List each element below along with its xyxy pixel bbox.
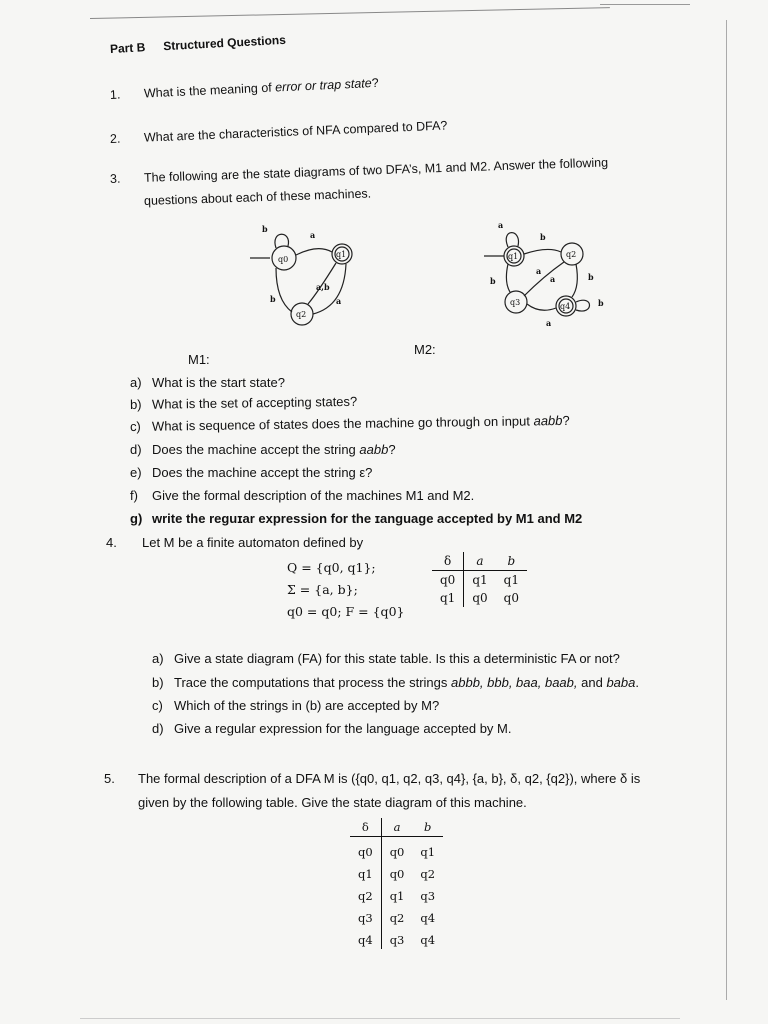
q5-transition-table bbox=[350, 818, 443, 949]
question-text-line-2: given by the following table. Give the state diagram of this machine. bbox=[138, 795, 527, 810]
question-text-line-2: questions about each of these machines. bbox=[143, 186, 372, 208]
part-text: Does the machine accept the string ε? bbox=[152, 465, 373, 480]
punctuation: . bbox=[635, 675, 639, 690]
m2-label-q3: q3 bbox=[510, 298, 521, 307]
part-letter: b) bbox=[129, 396, 142, 412]
part-label: Part B bbox=[109, 40, 146, 56]
table-row bbox=[350, 927, 443, 949]
table-row bbox=[350, 883, 443, 905]
q4-def-sigma: Σ = {a, b}; bbox=[287, 582, 358, 597]
input-string: aabb bbox=[533, 412, 563, 429]
table-cell: q1 bbox=[420, 845, 436, 859]
m1-edge-q0-q1 bbox=[296, 249, 332, 255]
table-header: δ bbox=[432, 552, 464, 571]
m2-edge-q1-q3 bbox=[506, 264, 510, 292]
table-cell: q0 bbox=[381, 861, 412, 883]
punctuation: ? bbox=[371, 75, 379, 91]
part-letter: a) bbox=[130, 375, 142, 390]
m2-edge-label: b bbox=[490, 276, 496, 286]
q3-part-c bbox=[130, 413, 570, 434]
m1-edge-label: b bbox=[270, 294, 276, 304]
question-number: 4. bbox=[106, 535, 117, 550]
m2-label-q1: q1 bbox=[508, 252, 519, 261]
part-letter: c) bbox=[129, 418, 141, 434]
m1-edge-label: a bbox=[336, 296, 342, 306]
q3-part-d bbox=[130, 442, 396, 457]
question-3 bbox=[110, 155, 609, 186]
question-text: What is the meaning of bbox=[143, 80, 276, 101]
punctuation: ? bbox=[562, 412, 570, 428]
part-header bbox=[110, 33, 287, 56]
table-cell: q4 bbox=[420, 911, 436, 925]
top-rule bbox=[90, 7, 610, 19]
part-letter: a) bbox=[152, 651, 164, 666]
m2-edge-label: b bbox=[540, 232, 546, 242]
part-text: write the reguɪar expression for the ɪanguage accepted by M1 and M2 bbox=[152, 511, 583, 526]
table-cell: q0 bbox=[381, 837, 412, 862]
m1-label-q0: q0 bbox=[278, 255, 289, 264]
question-number: 2. bbox=[109, 131, 121, 146]
part-letter: b) bbox=[152, 675, 164, 690]
table-header: b bbox=[496, 552, 527, 571]
question-number: 3. bbox=[109, 171, 121, 186]
table-header: a bbox=[464, 552, 496, 571]
m1-edge-q2-q0 bbox=[276, 268, 292, 312]
q4-def-q: Q = {q0, q1}; bbox=[287, 560, 376, 575]
table-cell: q3 bbox=[381, 927, 412, 949]
question-5-line-2 bbox=[138, 795, 527, 810]
m1-label-q1: q1 bbox=[336, 250, 347, 259]
table-cell: q2 bbox=[381, 905, 412, 927]
table-cell: q1 bbox=[464, 571, 496, 590]
table-cell: q3 bbox=[420, 889, 436, 903]
term: error or trap state bbox=[274, 76, 372, 95]
m2-edge-label: b bbox=[588, 272, 594, 282]
part-text: Give a regular expression for the language accepted by M. bbox=[174, 721, 512, 736]
table-cell: q0 bbox=[503, 591, 519, 605]
table-cell: q4 bbox=[358, 933, 373, 947]
table-header: b bbox=[412, 818, 443, 837]
table-cell: q1 bbox=[440, 591, 456, 605]
input-strings: abbb, bbb, baa, baab, bbox=[451, 675, 578, 690]
q4-part-b bbox=[152, 675, 639, 690]
table-cell: q4 bbox=[420, 933, 436, 947]
table-row bbox=[350, 861, 443, 883]
part-letter: c) bbox=[152, 698, 163, 713]
table-cell: q1 bbox=[381, 883, 412, 905]
part-letter: d) bbox=[152, 721, 164, 736]
table-row bbox=[432, 571, 527, 590]
q3-part-f bbox=[130, 488, 474, 503]
table-row bbox=[432, 589, 527, 607]
m1-edge-label: a,b bbox=[316, 282, 330, 292]
question-number: 5. bbox=[104, 771, 115, 786]
input-string: baba bbox=[606, 675, 636, 690]
m2-self-loop-q1 bbox=[506, 233, 518, 247]
question-5 bbox=[104, 771, 640, 786]
part-letter: f) bbox=[130, 488, 138, 503]
part-text: Give a state diagram (FA) for this state table. Is this a deterministic FA or not? bbox=[174, 651, 620, 666]
question-3-line-2 bbox=[144, 186, 372, 208]
m2-edge-label: a bbox=[546, 318, 552, 328]
q4-part-c bbox=[152, 698, 439, 713]
m2-edge-q1-q2 bbox=[524, 249, 561, 254]
table-header: a bbox=[381, 818, 412, 837]
q3-part-b bbox=[130, 394, 357, 412]
question-text-line-1: The following are the state diagrams of two DFA’s, M1 and M2. Answer the following bbox=[143, 155, 609, 185]
m2-label-q2: q2 bbox=[566, 250, 577, 259]
question-number: 1. bbox=[109, 87, 121, 102]
part-text: Give the formal description of the machines M1 and M2. bbox=[152, 488, 475, 503]
top-rule-right bbox=[600, 4, 690, 5]
q4-transition-table bbox=[432, 552, 527, 607]
part-text: Trace the computations that process the strings bbox=[174, 675, 451, 690]
table-cell: q0 bbox=[358, 845, 373, 859]
input-string: aabb bbox=[359, 442, 389, 457]
table-row bbox=[350, 905, 443, 927]
part-letter: d) bbox=[130, 442, 142, 457]
table-row bbox=[350, 837, 443, 862]
m1-label: M1: bbox=[188, 352, 210, 367]
table-cell: q0 bbox=[440, 573, 456, 587]
m2-edge-label: a bbox=[550, 274, 556, 284]
part-text: What is the set of accepting states? bbox=[151, 393, 358, 412]
m2-edge-label: a bbox=[498, 220, 504, 230]
table-header: δ bbox=[350, 818, 381, 837]
table-cell: q1 bbox=[358, 867, 373, 881]
q3-part-e bbox=[130, 465, 372, 480]
m2-edge-label: a bbox=[536, 266, 542, 276]
question-text: Let M be a finite automaton defined by bbox=[142, 535, 364, 550]
m2-self-loop-q4 bbox=[576, 300, 590, 311]
table-cell: q1 bbox=[503, 573, 519, 587]
m2-label-q4: q4 bbox=[560, 302, 571, 311]
question-2 bbox=[110, 118, 448, 146]
part-text: What is sequence of states does the machine go through on input bbox=[151, 413, 534, 434]
part-text: Does the machine accept the string bbox=[152, 442, 360, 457]
q4-def-start-final: q0 = q0; F = {q0} bbox=[287, 604, 405, 619]
section-title: Structured Questions bbox=[162, 32, 287, 54]
bottom-rule bbox=[80, 1018, 680, 1019]
question-text: What are the characteristics of NFA compared to DFA? bbox=[143, 118, 448, 145]
table-cell: q0 bbox=[464, 589, 496, 607]
page-edge-line bbox=[726, 20, 727, 1000]
part-text: What is the start state? bbox=[152, 375, 285, 390]
part-text: and bbox=[577, 675, 607, 690]
q3-part-g bbox=[130, 511, 582, 526]
question-text-line-1: The formal description of a DFA M is ({q0, q1, q2, q3, q4}, {a, b}, δ, q2, {q2}), where δ is bbox=[138, 771, 641, 786]
m2-edge-q2-q4 bbox=[572, 264, 577, 297]
question-4 bbox=[106, 535, 363, 550]
m1-edge-label: b bbox=[262, 224, 268, 234]
table-cell: q2 bbox=[420, 867, 436, 881]
q4-part-a bbox=[152, 651, 620, 666]
m2-state-diagram bbox=[470, 216, 620, 332]
m1-edge-label: a bbox=[310, 230, 316, 240]
m1-state-diagram bbox=[240, 222, 370, 332]
m2-edge-label: b bbox=[598, 298, 604, 308]
part-text: Which of the strings in (b) are accepted by M? bbox=[174, 698, 440, 713]
part-letter: g) bbox=[130, 511, 143, 526]
q3-part-a bbox=[130, 375, 285, 390]
q4-part-d bbox=[152, 721, 511, 736]
m1-label-q2: q2 bbox=[296, 310, 307, 319]
punctuation: ? bbox=[388, 442, 396, 457]
table-cell: q2 bbox=[358, 889, 373, 903]
question-1 bbox=[110, 76, 379, 102]
m2-edge-q3-q2 bbox=[524, 262, 564, 296]
table-cell: q3 bbox=[358, 911, 373, 925]
m2-label: M2: bbox=[414, 342, 436, 357]
part-letter: e) bbox=[130, 465, 142, 480]
m2-edge-q3-q4 bbox=[527, 304, 556, 310]
